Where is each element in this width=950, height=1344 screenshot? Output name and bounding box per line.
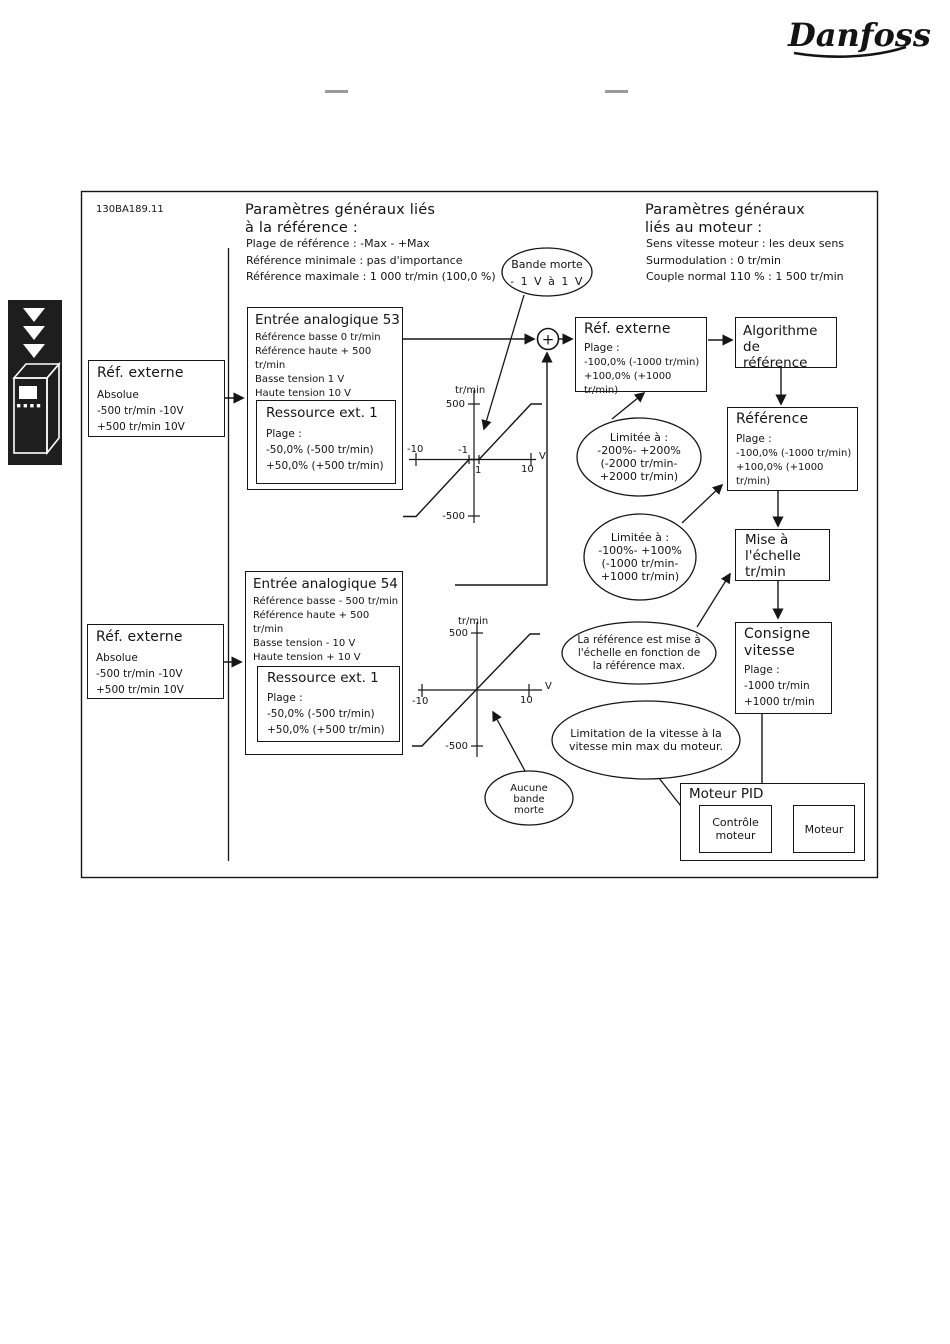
heading-motor-line1: Paramètres généraux — [645, 202, 805, 218]
box-line: Basse tension 1 V — [255, 374, 345, 385]
callout-line: (-1000 tr/min- — [601, 557, 679, 570]
box-line: Référence basse - 500 tr/min — [253, 596, 399, 607]
box-line: Plage : — [744, 664, 780, 676]
box-controle-moteur — [699, 805, 772, 853]
box-line: -100,0% (-1000 tr/min) — [584, 357, 700, 368]
box-line: +100,0% (+1000 tr/min) — [584, 371, 672, 396]
heading-reference-line1: Paramètres généraux liés — [245, 202, 436, 218]
graph2-axes — [418, 622, 542, 757]
callout-line: Limitation de la vitesse à la — [570, 727, 722, 740]
graph2-ymax-label: 500 — [448, 628, 468, 639]
box-title: Référence — [736, 411, 809, 427]
callout-line: +2000 tr/min) — [599, 470, 679, 483]
callout-line: vitesse min max du moteur. — [568, 740, 724, 753]
box-title: Réf. externe — [96, 629, 183, 645]
motor-param-item: Sens vitesse moteur : les deux sens — [646, 237, 845, 250]
box-line: +1000 tr/min — [744, 696, 815, 708]
box-line: Mise à — [745, 532, 789, 548]
box-moteur — [793, 805, 855, 853]
graph1-ylabel: tr/min — [455, 385, 486, 396]
heading-motor-items — [646, 236, 876, 286]
header-dash-left — [325, 90, 348, 93]
reference-param-item: Référence minimale : pas d'importance — [246, 253, 463, 267]
box-algorithme-reference — [735, 317, 837, 371]
arrow-bande-morte-to-graph1 — [484, 295, 524, 429]
box-line: Plage : — [584, 342, 620, 354]
box-line: Plage : — [266, 428, 302, 440]
box-ressource-ext-1b — [257, 666, 400, 742]
box-reference — [727, 407, 858, 491]
box-line: Référence haute + 500 tr/min — [253, 610, 370, 635]
box-line: +50,0% (+500 tr/min) — [267, 724, 385, 736]
callout-limitee200 — [580, 431, 698, 483]
box-title: Consigne — [744, 626, 811, 642]
callout-line: -200%- +200% — [597, 444, 681, 457]
box-line: +50,0% (+500 tr/min) — [266, 460, 384, 472]
heading-reference-line2: à la référence : — [245, 220, 358, 236]
box-line: Haute tension 10 V — [255, 388, 352, 399]
box-title: vitesse — [744, 643, 795, 659]
callout-line: morte — [513, 804, 545, 816]
danfoss-logo — [787, 16, 931, 57]
box-ref-externe-plage — [575, 317, 707, 396]
box-line: Algorithme de — [743, 323, 818, 355]
box-line: +500 tr/min 10V — [96, 684, 184, 696]
box-mise-a-echelle — [735, 529, 830, 581]
artwork-id-label: 130BA189.11 — [96, 204, 164, 215]
box-line: -50,0% (-500 tr/min) — [266, 444, 374, 456]
vlt-drive-icon — [8, 300, 62, 465]
callout-line: l'échelle en fonction de — [577, 646, 701, 659]
box-line: +500 tr/min 10V — [97, 421, 185, 433]
callout-line: bande — [513, 793, 545, 805]
heading-motor-params — [645, 201, 875, 237]
box-line: -500 tr/min -10V — [96, 668, 183, 680]
header-dash-right — [605, 90, 628, 93]
arrow-aucune-to-graph2 — [493, 712, 525, 771]
graph2-xmax-label: 10 — [520, 695, 533, 706]
callout-line: +1000 tr/min) — [600, 570, 680, 583]
graph1-xunit-label: V — [539, 451, 546, 462]
box-title: Entrée analogique 54 — [253, 576, 398, 592]
callout-aucune-bande-morte — [485, 780, 573, 818]
callout-line: La référence est mise à — [577, 633, 701, 646]
callout-line: Limitée à : — [610, 531, 670, 544]
motor-param-item: Couple normal 110 % : 1 500 tr/min — [646, 270, 844, 283]
box-title: Réf. externe — [97, 365, 184, 381]
box-ref-externe-1 — [88, 360, 225, 437]
graph2-ymin-label: -500 — [445, 741, 468, 752]
box-title: Entrée analogique 53 — [255, 312, 400, 328]
box-line: Plage : — [736, 433, 772, 445]
graph2-xunit-label: V — [545, 681, 552, 692]
box-line: Absolue — [97, 389, 139, 401]
danfoss-logo-text: Danfoss — [788, 16, 931, 54]
box-line: Plage : — [267, 692, 303, 704]
callout-limitee100 — [584, 531, 696, 583]
reference-param-item: Référence maximale : 1 000 tr/min (100,0 %) — [246, 270, 496, 283]
heading-motor-line2: liés au moteur : — [645, 220, 763, 236]
box-line: -500 tr/min -10V — [97, 405, 184, 417]
box-line: Contrôle — [712, 816, 759, 829]
box-line: Référence basse 0 tr/min — [255, 332, 381, 343]
box-line: -50,0% (-500 tr/min) — [267, 708, 375, 720]
box-title: Ressource ext. 1 — [266, 405, 378, 421]
graph1-deadneg-label: -1 — [458, 445, 468, 456]
graph1-ymax-label: 500 — [445, 399, 465, 410]
arrow-lareference-to-mise — [697, 574, 730, 627]
box-line: moteur — [715, 829, 756, 842]
box-line: Haute tension + 10 V — [253, 652, 361, 663]
box-line: l'échelle — [745, 548, 801, 564]
callout-line: -100%- +100% — [598, 544, 682, 557]
callout-la-reference — [562, 633, 716, 673]
graph2-xmin-label: -10 — [412, 696, 429, 707]
box-line: -1000 tr/min — [744, 680, 810, 692]
box-title: Moteur PID — [689, 786, 764, 802]
graph2-ylabel: tr/min — [458, 616, 489, 627]
box-line: Absolue — [96, 652, 138, 664]
box-consigne-vitesse — [735, 622, 832, 714]
box-line: -100,0% (-1000 tr/min) — [736, 448, 852, 459]
graph1-curve — [403, 404, 542, 517]
callout-line: Bande morte — [511, 258, 583, 271]
callout-line: Limitée à : — [609, 431, 669, 444]
box-line: tr/min — [745, 564, 786, 580]
callout-line: - 1 V à 1 V — [510, 275, 584, 288]
box-line: référence — [743, 355, 808, 371]
box-line: +100,0% (+1000 tr/min) — [736, 462, 824, 487]
box-line: Moteur — [804, 822, 844, 836]
heading-reference-items — [246, 236, 506, 286]
callout-limitation — [552, 725, 740, 755]
sum-symbol: + — [541, 330, 555, 349]
sum-junction-icon — [538, 329, 559, 350]
heading-reference-params — [245, 201, 475, 237]
callout-line: Aucune — [510, 782, 548, 794]
box-ressource-ext-1a — [256, 400, 396, 484]
graph1-xmin-label: -10 — [407, 444, 424, 455]
graph1-deadpos-label: 1 — [475, 465, 482, 476]
callout-line: la référence max. — [592, 659, 686, 672]
callout-bande-morte — [502, 255, 592, 291]
box-ref-externe-2 — [87, 624, 224, 699]
box-line: Basse tension - 10 V — [253, 638, 356, 649]
arrow-limitee100-to-reference — [682, 485, 722, 523]
reference-param-item: Plage de référence : -Max - +Max — [246, 237, 430, 250]
box-title: Réf. externe — [584, 321, 671, 337]
callout-line: (-2000 tr/min- — [600, 457, 678, 470]
motor-param-item: Surmodulation : 0 tr/min — [646, 253, 782, 267]
box-line: Référence haute + 500 tr/min — [255, 346, 372, 371]
graph1-xmax-label: 10 — [521, 464, 534, 475]
box-title: Ressource ext. 1 — [267, 670, 379, 686]
graph1-ymin-label: -500 — [442, 511, 465, 522]
